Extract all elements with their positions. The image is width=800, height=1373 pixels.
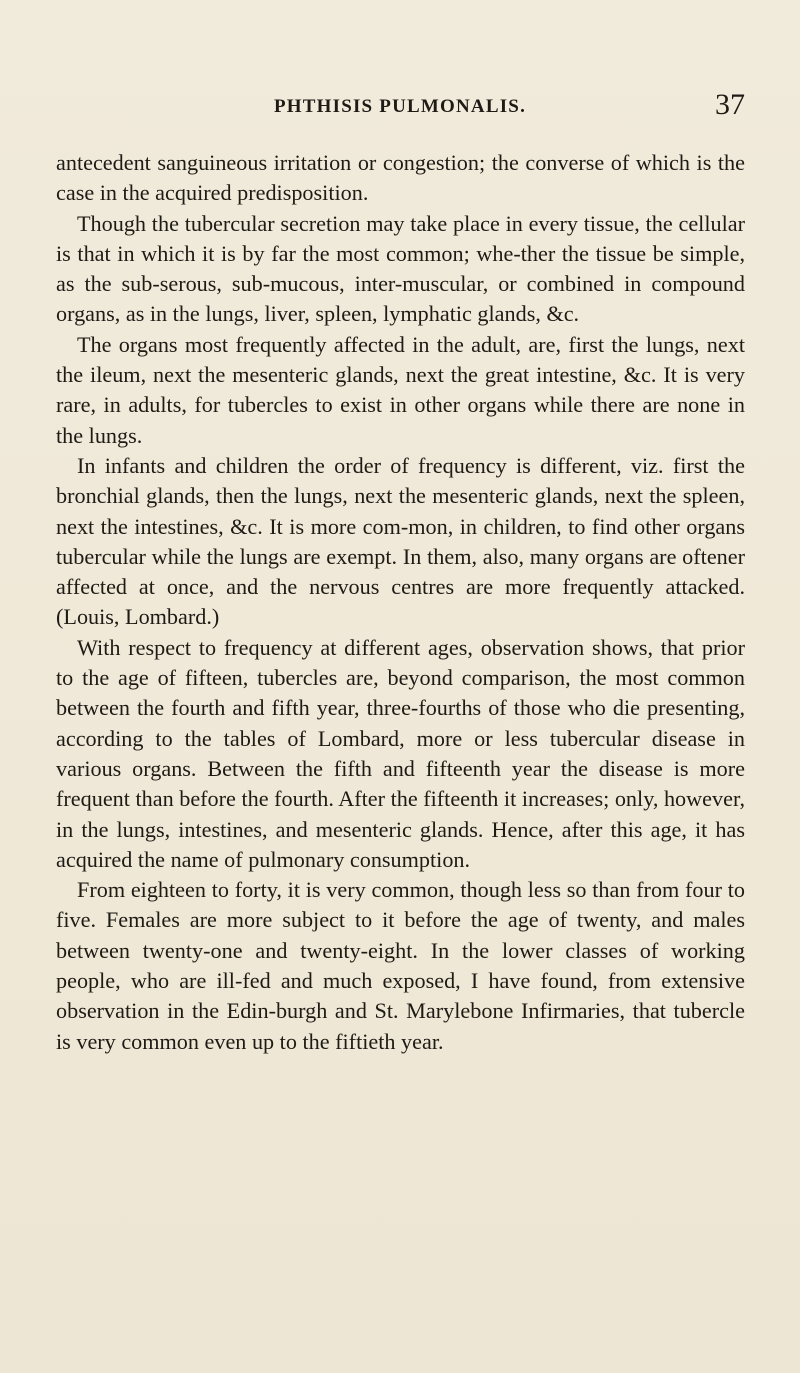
paragraph-age-frequency: With respect to frequency at different ages, observation shows, that prior to the age of fifteen, tubercles are, beyond comparison, the most common between the fourth and fifth year, three-fourths of those who die presenting, according to the tables of Lombard, more or less tubercular disease in various organs. Between the fifth and fifteenth year the disease is more frequent than before the fourth. After the fifteenth it increases; only, however, in the lungs, intestines, and mesenteric glands. Hence, after this age, it has acquired the name of pulmonary consumption.	[56, 634, 745, 872]
paragraph-eighteen-to-forty: From eighteen to forty, it is very common, though less so than from four to five. Females are more subject to it before the age of twenty, and males between twenty-one and twenty-eight. In the lower classes of working people, who are ill-fed and much exposed, I have found, from extensive observation in the Edin-burgh and St. Marylebone Infirmaries, that tubercle is very common even up to the fiftieth year.	[56, 877, 745, 1054]
paragraph-adult-organs: The organs most frequently affected in the adult, are, first the lungs, next the ileum, next the mesenteric glands, next the great intestine, &c. It is very rare, in adults, for tubercles to exist in other organs while there are none in the lungs.	[56, 331, 745, 448]
page-number: 37	[715, 88, 745, 121]
paragraph-tissue: Though the tubercular secretion may take place in every tissue, the cellular is that in which it is by far the most common; whe-ther the tissue be simple, as the sub-serous, sub-mucous, inter-muscular, or combined in compound organs, as in the lungs, liver, spleen, lymphatic glands, &c.	[56, 210, 745, 327]
paragraph-continuation: antecedent sanguineous irritation or congestion; the converse of which is the case in the acquired predisposition.	[56, 150, 745, 206]
running-head	[0, 86, 800, 126]
paragraph-children: In infants and children the order of frequency is different, viz. first the bronchial glands, then the lungs, next the mesenteric glands, next the spleen, next the intestines, &c. It is more com-mon, in children, to find other organs tubercular while the lungs are exempt. In them, also, many organs are oftener affected at once, and the nervous centres are more frequently attacked. (Louis, Lombard.)	[56, 452, 745, 630]
body-text	[56, 148, 745, 1057]
running-title: PHTHISIS PULMONALIS.	[273, 96, 527, 117]
